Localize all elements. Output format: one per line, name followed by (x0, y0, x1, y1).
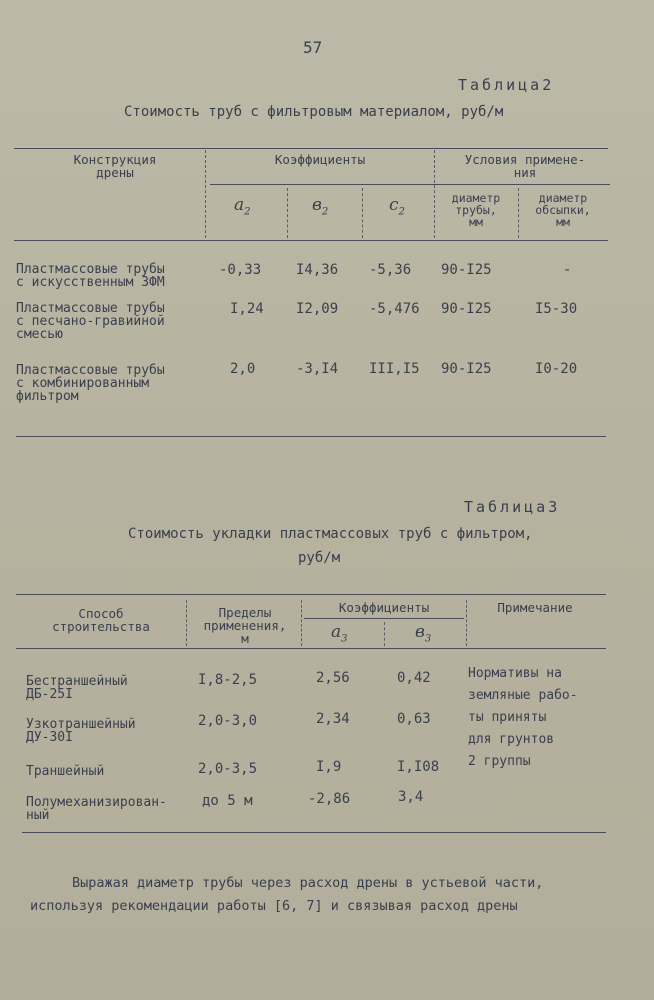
table2-header-a2: $a_2$ (234, 195, 251, 218)
paragraph-line: используя рекомендации работы [6, 7] и связывая расход дрены (30, 898, 518, 914)
table3-divider (466, 600, 467, 646)
table2-header-c2: $c_2$ (389, 195, 405, 218)
table3-cell-limits: I,8-2,5 (198, 672, 258, 688)
table-row: Полумеханизирован- ный (26, 795, 167, 823)
table2-header-pipe-diameter: диаметр трубы, мм (451, 191, 501, 229)
table2-divider (362, 188, 363, 238)
table3-divider (301, 600, 302, 646)
table2-cell-b: I4,36 (296, 262, 339, 278)
table3-sub-rule (304, 618, 464, 619)
table3-cell-b: 3,4 (398, 789, 424, 805)
table2-bottom-rule (16, 436, 606, 437)
table3-divider (384, 622, 385, 646)
table3-cell-a: -2,86 (308, 791, 351, 807)
table3-header-a3: $a_3$ (331, 622, 348, 645)
table-row: Пластмассовые трубы с комбинированным фильтром (16, 363, 165, 404)
table2-cell-b: I2,09 (296, 301, 339, 317)
table2-header-b2: $в_2$ (312, 195, 329, 218)
table3-label: Таблица3 (464, 498, 561, 516)
table2-cell-c: -5,476 (369, 301, 420, 317)
table3-cell-a: 2,34 (316, 711, 350, 727)
table-row: Бестраншейный ДБ-25I (26, 674, 128, 702)
table2-header-rule (14, 240, 608, 241)
table-row: Пластмассовые трубы с искусственным ЗФМ (16, 262, 165, 290)
table3-cell-a: I,9 (316, 759, 342, 775)
table2-title: Стоимость труб с фильтровым материалом, руб/м (124, 104, 504, 120)
table2-cell-diameter: 90-I25 (441, 361, 492, 377)
table3-header-coefficients: Коэффициенты (338, 600, 430, 615)
table3-header-note: Примечание (497, 600, 573, 615)
table2-cell-diameter: 90-I25 (441, 301, 492, 317)
table3-cell-a: 2,56 (316, 670, 350, 686)
table3-cell-b: 0,42 (397, 670, 431, 686)
table2-cell-filter: I0-20 (535, 361, 578, 377)
table3-cell-limits: 2,0-3,0 (198, 713, 258, 729)
table2-header-construction: Конструкция дрены (73, 152, 157, 180)
table2-cell-filter: - (563, 262, 572, 278)
table2-cell-c: III,I5 (369, 361, 420, 377)
table-row: Пластмассовые трубы с песчано-гравийной смесью (16, 301, 165, 342)
table2-divider (205, 150, 206, 238)
table3-header-limits: Пределы применения, м (203, 605, 287, 646)
table2-cell-b: -3,I4 (296, 361, 339, 377)
table3-header-method: Способ строительства (52, 606, 150, 634)
table2-top-rule (14, 148, 608, 149)
table2-cell-diameter: 90-I25 (441, 262, 492, 278)
table3-top-rule (16, 594, 606, 595)
page-number: 57 (303, 38, 323, 57)
table3-cell-limits: до 5 м (202, 793, 253, 809)
table3-title-line2: руб/м (298, 550, 341, 566)
table3-header-rule (16, 648, 606, 649)
table3-cell-b: I,I08 (397, 759, 440, 775)
table3-bottom-rule (22, 832, 606, 833)
table-row: Узкотраншейный ДУ-30I (26, 717, 136, 745)
table2-header-conditions: Условия примене- ния (464, 152, 586, 180)
table2-cell-c: -5,36 (369, 262, 412, 278)
table3-title-line1: Стоимость укладки пластмассовых труб с фильтром, (128, 526, 533, 542)
table3-cell-limits: 2,0-3,5 (198, 761, 258, 777)
table2-cell-a: -0,33 (219, 262, 262, 278)
table2-cell-a: I,24 (230, 301, 264, 317)
table2-cell-filter: I5-30 (535, 301, 578, 317)
table2-label: Таблица2 (458, 76, 555, 94)
table2-divider (434, 150, 435, 238)
paragraph-line: Выражая диаметр трубы через расход дрены в устьевой части, (72, 875, 544, 891)
table3-header-b3: $в_3$ (415, 622, 432, 645)
table3-note: Нормативы на земляные рабо- ты приняты для грунтов 2 группы (468, 666, 578, 769)
table2-header-coefficients: Коэффициенты (274, 152, 366, 167)
table3-cell-b: 0,63 (397, 711, 431, 727)
table2-cell-a: 2,0 (230, 361, 256, 377)
table-row: Траншейный (26, 764, 105, 779)
table2-header-filter-diameter: диаметр обсыпки, мм (535, 191, 591, 229)
table2-sub-rule (210, 184, 610, 185)
table2-divider (287, 188, 288, 238)
table3-divider (186, 600, 187, 646)
